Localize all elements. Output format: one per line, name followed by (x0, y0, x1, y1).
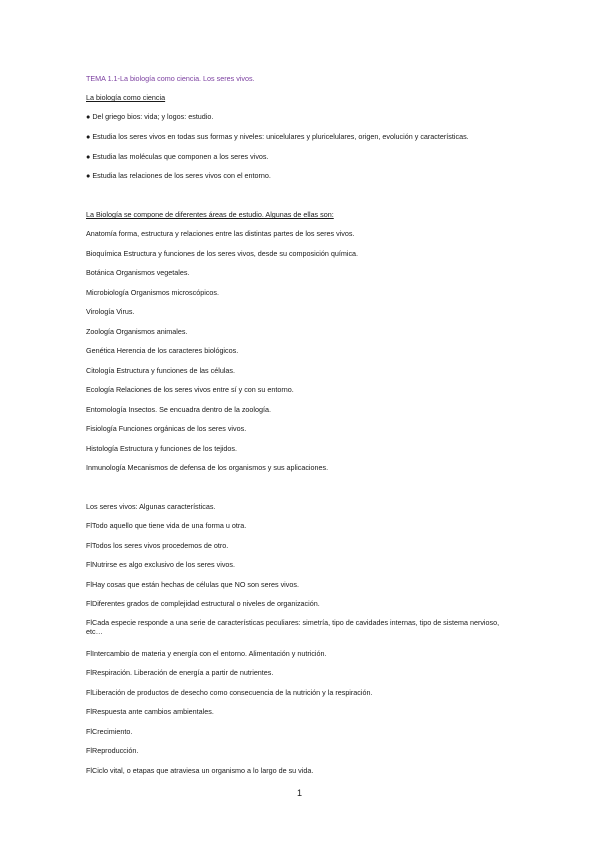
characteristic-text: Diferentes grados de complejidad estructural o niveles de organización. (92, 599, 320, 608)
bullet-marker: Fl (86, 668, 92, 677)
bullet-item: ● Estudia las moléculas que componen a los seres vivos. (86, 152, 269, 161)
bullet-marker: Fl (86, 599, 92, 608)
characteristic-item (86, 766, 313, 775)
bullet-marker: Fl (86, 649, 92, 658)
bullet-marker: Fl (86, 560, 92, 569)
bullet-marker: Fl (86, 766, 92, 775)
area-item: Entomología Insectos. Se encuadra dentro de la zoología. (86, 405, 272, 414)
bullet-item: ● Estudia las relaciones de los seres vivos con el entorno. (86, 171, 271, 180)
characteristic-item (86, 668, 273, 677)
bullet-item: ● Del griego bios: vida; y logos: estudio. (86, 112, 214, 121)
characteristic-item (86, 521, 246, 530)
area-item: Anatomía forma, estructura y relaciones entre las distintas partes de los seres vivos. (86, 229, 355, 238)
bullet-marker: Fl (86, 707, 92, 716)
characteristic-text: Hay cosas que están hechas de células que NO son seres vivos. (92, 580, 299, 589)
bullet-marker: Fl (86, 746, 92, 755)
characteristic-text: Todo aquello que tiene vida de una forma u otra. (92, 521, 247, 530)
bullet-marker: Fl (86, 521, 92, 530)
bullet-marker: Fl (86, 727, 92, 736)
area-item: Zoología Organismos animales. (86, 327, 188, 336)
section-heading-living-beings: Los seres vivos: Algunas características. (86, 502, 216, 511)
bullet-marker: Fl (86, 541, 92, 550)
section-heading-biology: La biología como ciencia (86, 93, 166, 102)
area-item: Virología Virus. (86, 307, 135, 316)
area-item: Fisiología Funciones orgánicas de los seres vivos. (86, 424, 247, 433)
page-number: 1 (297, 788, 303, 798)
characteristic-text: Ciclo vital, o etapas que atraviesa un organismo a lo largo de su vida. (92, 766, 314, 775)
area-item: Ecología Relaciones de los seres vivos entre sí y con su entorno. (86, 385, 294, 394)
characteristic-text: Todos los seres vivos procedemos de otro. (92, 541, 229, 550)
characteristic-item (86, 727, 132, 736)
characteristic-item (86, 580, 299, 589)
characteristic-text: Cada especie responde a una serie de características peculiares: simetría, tipo de cavidades internas, tipo de sistema nervioso, etc… (86, 618, 500, 636)
characteristic-text: Liberación de productos de desecho como consecuencia de la nutrición y la respiración. (92, 688, 373, 697)
characteristic-item (86, 560, 235, 569)
characteristic-text: Respuesta ante cambios ambientales. (92, 707, 214, 716)
bullet-marker: Fl (86, 688, 92, 697)
characteristic-item (86, 618, 516, 636)
bullet-marker: Fl (86, 580, 92, 589)
characteristic-text: Reproducción. (92, 746, 139, 755)
characteristic-item (86, 599, 320, 608)
bullet-item: ● Estudia los seres vivos en todas sus formas y niveles: unicelulares y pluricelulares, origen, evolución y características. (86, 132, 469, 141)
characteristic-text: Crecimiento. (92, 727, 133, 736)
characteristic-item (86, 707, 214, 716)
section-heading-areas: La Biología se compone de diferentes áreas de estudio. Algunas de ellas son: (86, 210, 334, 219)
page-title: TEMA 1.1-La biología como ciencia. Los seres vivos. (86, 74, 255, 83)
characteristic-item (86, 541, 228, 550)
area-item: Microbiología Organismos microscópicos. (86, 288, 220, 297)
area-item: Inmunología Mecanismos de defensa de los organismos y sus aplicaciones. (86, 463, 329, 472)
area-item: Bioquímica Estructura y funciones de los seres vivos, desde su composición química. (86, 249, 359, 258)
bullet-marker: Fl (86, 618, 92, 627)
characteristic-item (86, 746, 138, 755)
area-item: Histología Estructura y funciones de los tejidos. (86, 444, 238, 453)
area-item: Citología Estructura y funciones de las células. (86, 366, 236, 375)
characteristic-text: Nutrirse es algo exclusivo de los seres vivos. (92, 560, 236, 569)
characteristic-item (86, 688, 372, 697)
characteristic-text: Respiración. Liberación de energía a partir de nutrientes. (92, 668, 274, 677)
characteristic-item (86, 649, 327, 658)
characteristic-text: Intercambio de materia y energía con el entorno. Alimentación y nutrición. (92, 649, 327, 658)
area-item: Genética Herencia de los caracteres biológicos. (86, 346, 239, 355)
area-item: Botánica Organismos vegetales. (86, 268, 190, 277)
